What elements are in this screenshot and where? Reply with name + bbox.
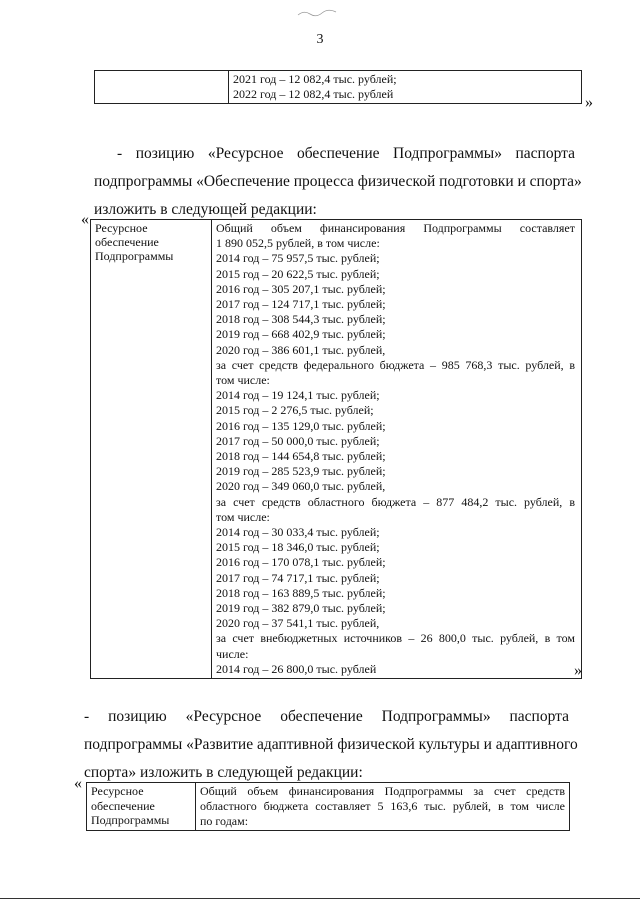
table-line: 2017 год – 74 717,1 тыс. рублей; xyxy=(216,570,380,585)
closing-quote: » xyxy=(574,662,582,679)
empty-label-cell xyxy=(95,71,229,104)
paragraph-2-line-3: спорта» изложить в следующей редакции: xyxy=(84,764,363,781)
table-line: 2018 год – 144 654,8 тыс. рублей; xyxy=(216,449,386,464)
table-line: 2019 год – 285 523,9 тыс. рублей; xyxy=(216,464,386,479)
resource-table-adaptive xyxy=(86,782,570,831)
table-line: за счет внебюджетных источников – 26 800,0 тыс. рублей, в том xyxy=(216,631,575,646)
closing-quote: » xyxy=(585,94,593,111)
table-line: 2016 год – 135 129,0 тыс. рублей; xyxy=(216,418,386,433)
table-line: том числе: xyxy=(216,509,270,524)
table-line: 2020 год – 349 060,0 тыс. рублей, xyxy=(216,479,386,494)
table-line: 2021 год – 12 082,4 тыс. рублей; xyxy=(233,72,397,86)
label-line: Подпрограммы xyxy=(95,249,174,263)
page-bottom-rule xyxy=(0,898,640,899)
table-line: за счет средств областного бюджета – 877 484,2 тыс. рублей, в xyxy=(216,494,575,509)
table-line: 2019 год – 668 402,9 тыс. рублей; xyxy=(216,327,386,342)
resource-label-cell xyxy=(91,220,212,679)
scan-mark xyxy=(296,8,342,18)
top-table-content-cell xyxy=(229,71,582,104)
table-line: 2015 год – 18 346,0 тыс. рублей; xyxy=(216,540,380,555)
opening-quote: « xyxy=(81,211,89,228)
paragraph-1-line-2: подпрограммы «Обеспечение процесса физической подготовки и спорта» xyxy=(94,173,582,190)
table-line: 2017 год – 124 717,1 тыс. рублей; xyxy=(216,297,386,312)
table-line: 2018 год – 163 889,5 тыс. рублей; xyxy=(216,585,386,600)
resource-label-cell xyxy=(87,783,196,831)
label-line: Подпрограммы xyxy=(91,813,170,827)
label-line: Ресурсное xyxy=(91,784,144,798)
paragraph-1-line-3: изложить в следующей редакции: xyxy=(94,201,317,218)
table-line: том числе: xyxy=(216,373,270,388)
table-line: 2016 год – 170 078,1 тыс. рублей; xyxy=(216,555,386,570)
table-line: 2020 год – 386 601,1 тыс. рублей, xyxy=(216,342,386,357)
table-line: 2014 год – 19 124,1 тыс. рублей; xyxy=(216,388,380,403)
resource-table-sport xyxy=(90,219,582,679)
table-line: областного бюджета составляет 5 163,6 тыс. рублей, в том числе xyxy=(200,799,565,813)
table-line: числе: xyxy=(216,646,249,661)
table-line: 2014 год – 75 957,5 тыс. рублей; xyxy=(216,251,380,266)
table-line: 2016 год – 305 207,1 тыс. рублей; xyxy=(216,281,386,296)
table-line: 2014 год – 30 033,4 тыс. рублей; xyxy=(216,525,380,540)
table-line: 2015 год – 20 622,5 тыс. рублей; xyxy=(216,266,380,281)
label-line: обеспечение xyxy=(91,798,155,813)
resource-content-cell xyxy=(196,783,570,831)
table-line: 1 890 052,5 рублей, в том числе: xyxy=(216,236,380,251)
label-line: Ресурсное xyxy=(95,221,148,235)
table-line: 2017 год – 50 000,0 тыс. рублей; xyxy=(216,433,380,448)
resource-content-cell xyxy=(212,220,582,679)
table-line: 2014 год – 26 800,0 тыс. рублей xyxy=(216,661,377,676)
table-line: 2022 год – 12 082,4 тыс. рублей xyxy=(233,87,394,102)
paragraph-2-line-1: - позицию «Ресурсное обеспечение Подпрограммы» паспорта xyxy=(84,708,569,725)
label-line: обеспечение xyxy=(95,235,159,249)
page-number: 3 xyxy=(316,32,324,47)
table-line: за счет средств федерального бюджета – 985 768,3 тыс. рублей, в xyxy=(216,357,575,372)
table-line: 2020 год – 37 541,1 тыс. рублей, xyxy=(216,616,380,631)
paragraph-1-line-1: - позицию «Ресурсное обеспечение Подпрограммы» паспорта xyxy=(117,145,575,162)
top-continuation-table xyxy=(94,70,582,104)
table-line: 2018 год – 308 544,3 тыс. рублей; xyxy=(216,312,386,327)
table-line: 2019 год – 382 879,0 тыс. рублей; xyxy=(216,601,386,616)
table-line: по годам: xyxy=(200,814,249,828)
opening-quote: « xyxy=(74,775,82,792)
table-line: 2015 год – 2 276,5 тыс. рублей; xyxy=(216,403,374,418)
paragraph-2-line-2: подпрограммы «Развитие адаптивной физической культуры и адаптивного xyxy=(84,736,578,753)
table-line: Общий объем финансирования Подпрограммы составляет xyxy=(216,221,575,235)
table-line: Общий объем финансирования Подпрограммы за счет средств xyxy=(200,784,565,798)
